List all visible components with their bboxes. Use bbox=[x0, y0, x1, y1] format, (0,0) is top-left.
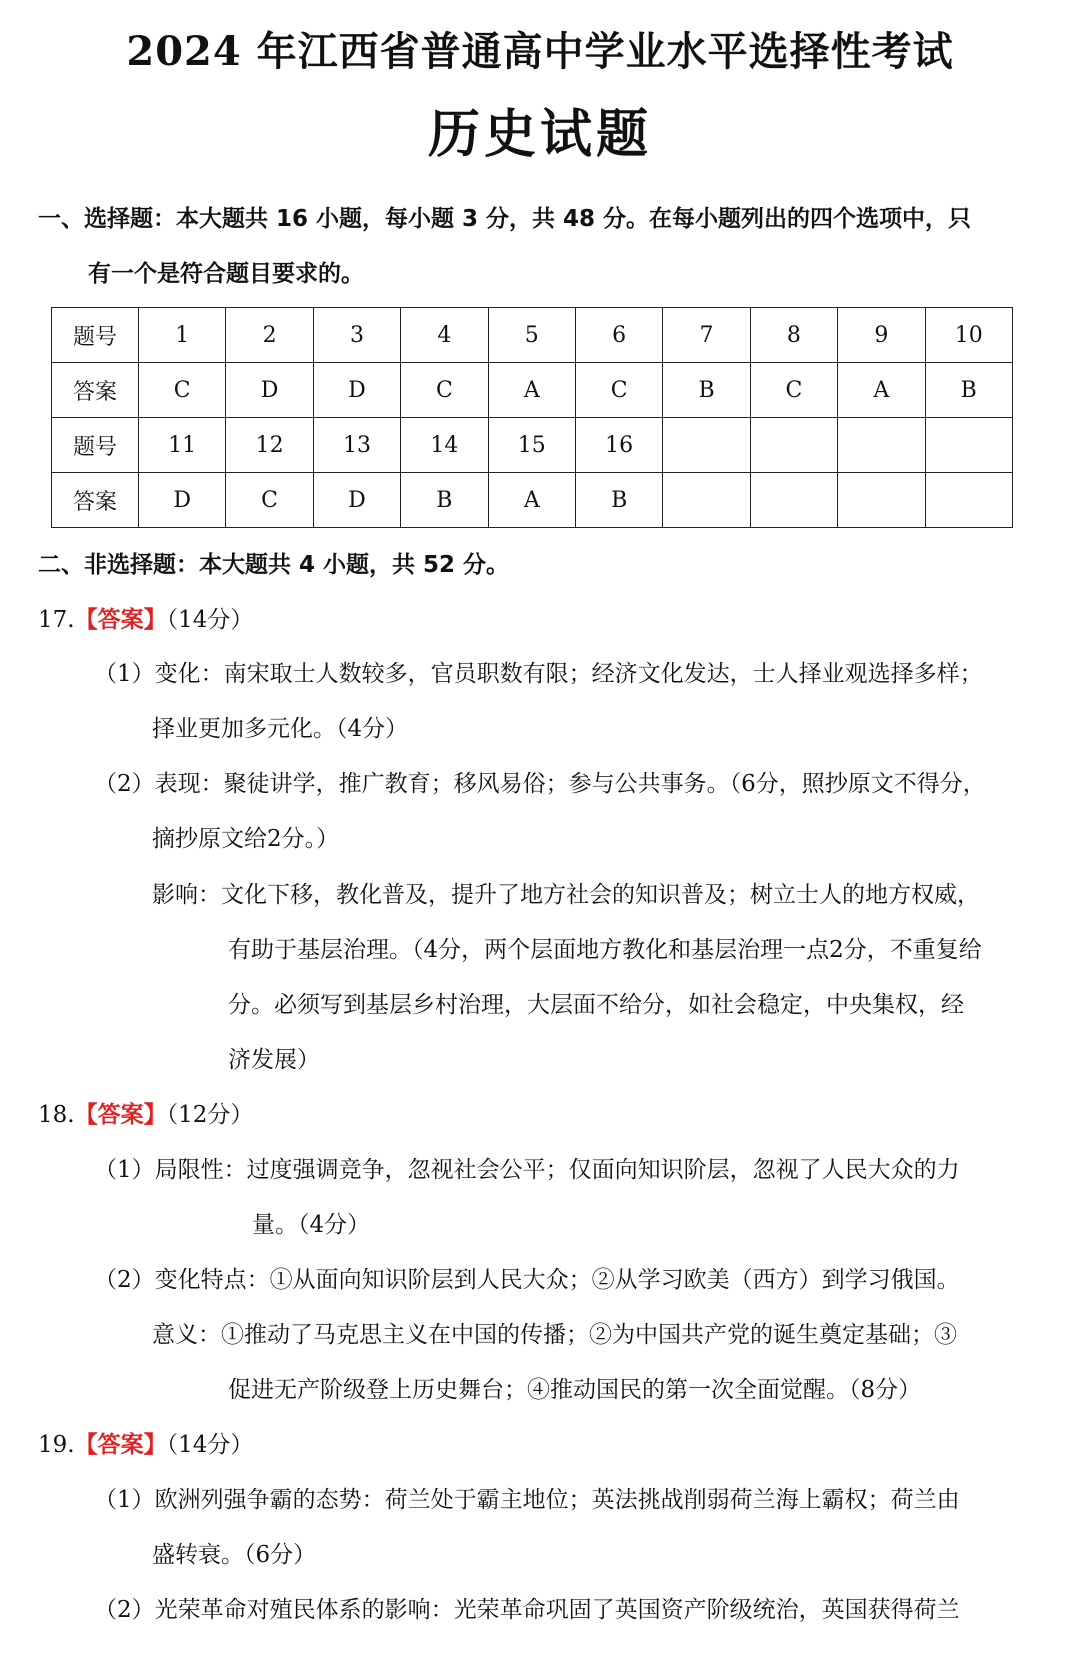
answer-cell: D bbox=[313, 363, 400, 418]
section2-heading: 二、非选择题：本大题共 4 小题，共 52 分。 bbox=[38, 552, 510, 578]
table-row bbox=[52, 473, 1013, 528]
q17-score: （14分） bbox=[166, 607, 254, 633]
table-row bbox=[52, 418, 1013, 473]
q19-heading bbox=[38, 1426, 253, 1459]
answer-cell: A bbox=[838, 363, 925, 418]
question-number: 3 bbox=[313, 308, 400, 363]
q17-number: 17. bbox=[38, 607, 75, 633]
answer-label: 【答案】 bbox=[74, 1101, 167, 1128]
q19-p1-line2: 盛转衰。（6分） bbox=[152, 1542, 317, 1568]
row-label: 题号 bbox=[52, 418, 139, 473]
q18-p1-line2: 量。（4分） bbox=[252, 1212, 371, 1238]
answer-cell: C bbox=[139, 363, 226, 418]
row-label: 答案 bbox=[52, 363, 139, 418]
q19-p2-line1: （2）光荣革命对殖民体系的影响：光荣革命巩固了英国资产阶级统治，英国获得荷兰 bbox=[94, 1597, 960, 1623]
q17-p3-line1: 影响：文化下移，教化普及，提升了地方社会的知识普及；树立士人的地方权威， bbox=[152, 882, 980, 908]
answer-label: 【答案】 bbox=[74, 1431, 167, 1458]
answer-cell: D bbox=[139, 473, 226, 528]
answer-cell: C bbox=[401, 363, 488, 418]
q17-p1-line1: （1）变化：南宋取士人数较多，官员职数有限；经济文化发达，士人择业观选择多样； bbox=[94, 661, 983, 687]
answer-cell: A bbox=[488, 363, 575, 418]
answer-cell: D bbox=[313, 473, 400, 528]
question-number: 8 bbox=[750, 308, 837, 363]
question-number: 14 bbox=[401, 418, 488, 473]
question-number: 10 bbox=[925, 308, 1012, 363]
question-number: 9 bbox=[838, 308, 925, 363]
question-number: 4 bbox=[401, 308, 488, 363]
q18-p3-line1: 意义：①推动了马克思主义在中国的传播；②为中国共产党的诞生奠定基础；③ bbox=[152, 1322, 957, 1348]
q17-p3-line4: 济发展） bbox=[228, 1047, 320, 1073]
question-number: 11 bbox=[139, 418, 226, 473]
answer-cell: B bbox=[575, 473, 662, 528]
question-number: 5 bbox=[488, 308, 575, 363]
answer-cell: D bbox=[226, 363, 313, 418]
row-label: 答案 bbox=[52, 473, 139, 528]
question-number: 6 bbox=[575, 308, 662, 363]
question-number: 2 bbox=[226, 308, 313, 363]
q17-p1-line2: 择业更加多元化。（4分） bbox=[152, 716, 409, 742]
empty-cell bbox=[838, 473, 925, 528]
empty-cell bbox=[750, 473, 837, 528]
empty-cell bbox=[925, 473, 1012, 528]
answer-cell: B bbox=[925, 363, 1012, 418]
q17-p2-line2: 摘抄原文给2分。） bbox=[152, 826, 340, 852]
q18-p3-line2: 促进无产阶级登上历史舞台；④推动国民的第一次全面觉醒。（8分） bbox=[228, 1377, 922, 1403]
table-row bbox=[52, 308, 1013, 363]
row-label: 题号 bbox=[52, 308, 139, 363]
empty-cell bbox=[663, 418, 750, 473]
answer-cell: C bbox=[575, 363, 662, 418]
section1-heading-line1: 一、选择题：本大题共 16 小题，每小题 3 分，共 48 分。在每小题列出的四个选项中，只 bbox=[38, 206, 972, 232]
question-number: 7 bbox=[663, 308, 750, 363]
q18-score: （12分） bbox=[166, 1102, 254, 1128]
table-row bbox=[52, 363, 1013, 418]
page-subtitle: 历史试题 bbox=[427, 104, 652, 165]
empty-cell bbox=[750, 418, 837, 473]
question-number: 12 bbox=[226, 418, 313, 473]
question-number: 15 bbox=[488, 418, 575, 473]
answer-table bbox=[51, 307, 1013, 528]
q18-number: 18. bbox=[38, 1102, 75, 1128]
empty-cell bbox=[838, 418, 925, 473]
answer-cell: B bbox=[663, 363, 750, 418]
q17-heading bbox=[38, 601, 253, 634]
question-number: 13 bbox=[313, 418, 400, 473]
q17-p3-line2: 有助于基层治理。（4分，两个层面地方教化和基层治理一点2分，不重复给 bbox=[228, 937, 982, 963]
answer-cell: B bbox=[401, 473, 488, 528]
q17-p3-line3: 分。必须写到基层乡村治理，大层面不给分，如社会稳定，中央集权，经 bbox=[228, 992, 964, 1018]
page-title: 2024 年江西省普通高中学业水平选择性考试 bbox=[126, 28, 954, 75]
empty-cell bbox=[925, 418, 1012, 473]
answer-cell: C bbox=[750, 363, 837, 418]
empty-cell bbox=[663, 473, 750, 528]
question-number: 1 bbox=[139, 308, 226, 363]
answer-cell: C bbox=[226, 473, 313, 528]
q18-heading bbox=[38, 1096, 253, 1129]
q19-score: （14分） bbox=[166, 1432, 254, 1458]
answer-label: 【答案】 bbox=[74, 606, 167, 633]
question-number: 16 bbox=[575, 418, 662, 473]
q19-number: 19. bbox=[38, 1432, 75, 1458]
q18-p1-line1: （1）局限性：过度强调竞争，忽视社会公平；仅面向知识阶层，忽视了人民大众的力 bbox=[94, 1157, 960, 1183]
q18-p2-line1: （2）变化特点：①从面向知识阶层到人民大众；②从学习欧美（西方）到学习俄国。 bbox=[94, 1267, 960, 1293]
q17-p2-line1: （2）表现：聚徒讲学，推广教育；移风易俗；参与公共事务。（6分，照抄原文不得分， bbox=[94, 771, 986, 797]
q19-p1-line1: （1）欧洲列强争霸的态势：荷兰处于霸主地位；英法挑战削弱荷兰海上霸权；荷兰由 bbox=[94, 1487, 960, 1513]
answer-cell: A bbox=[488, 473, 575, 528]
section1-heading-line2: 有一个是符合题目要求的。 bbox=[88, 261, 364, 287]
